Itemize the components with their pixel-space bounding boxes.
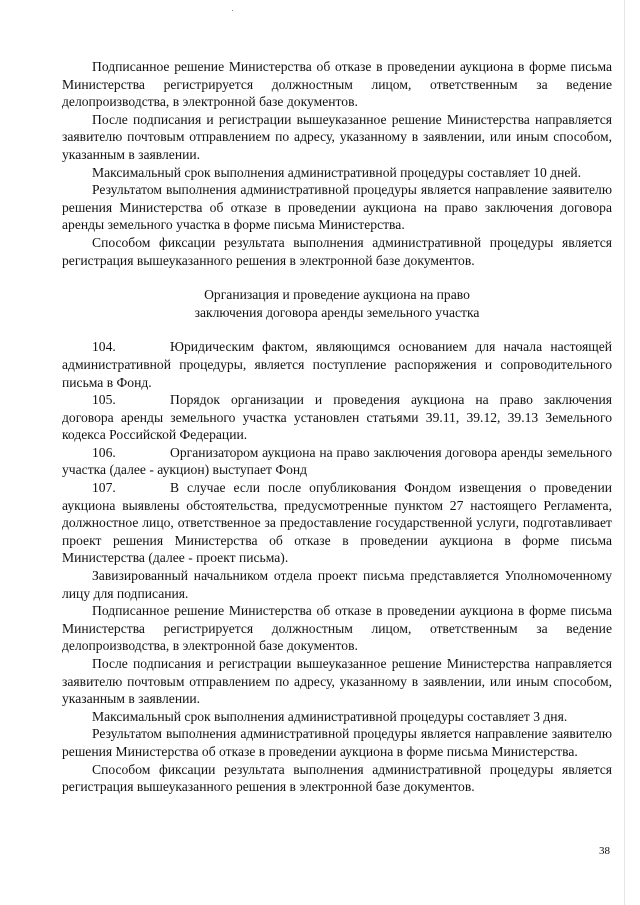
paragraph: Завизированный начальником отдела проект письма представляется Уполномоченному лицу для подписания. [62,568,612,601]
paragraph: После подписания и регистрации вышеуказанное решение Министерства направляется заявителю почтовым отправлением по адресу, указанному в заявлении, или иным способом, указанным в заявлении. [62,111,612,162]
section-title-line: заключения договора аренды земельного участка [194,304,480,320]
paragraph: Результатом выполнения административной процедуры является направление заявителю решения Министерства об отказе в проведении аукциона на право заключения договора аренды земельного участка в форме письма Министерства. [62,182,612,233]
paragraph-text: Организатором аукциона на право заключения договора аренды земельного участка (далее - аукцион) выступает Фонд [62,444,612,478]
numbered-paragraph [62,479,612,567]
scan-speck [232,10,233,11]
paragraph-text: Юридическим фактом, являющимся основанием для начала настоящей административной процедуры, является поступление распоряжения и сопроводительного письма в Фонд. [62,339,612,390]
numbered-paragraph [62,444,612,479]
section-title [62,286,612,321]
paragraph: Подписанное решение Министерства об отказе в проведении аукциона в форме письма Министерства регистрируется должностным лицом, ответственным за ведение делопроизводства, в электронной базе документов. [62,603,612,654]
paragraph: Максимальный срок выполнения административной процедуры составляет 10 дней. [92,164,582,180]
paragraph: Результатом выполнения административной процедуры является направление заявителю решения Министерства об отказе в проведении аукциона в форме письма Министерства. [62,726,612,759]
scan-edge-line [624,0,625,905]
paragraph: Способом фиксации результата выполнения административной процедуры является регистрация вышеуказанного решения в электронной базе документов. [62,761,612,795]
paragraph-number: 106. [92,444,116,460]
paragraph: Максимальный срок выполнения административной процедуры составляет 3 дня. [92,708,568,724]
document-page [62,58,612,796]
numbered-paragraph [62,391,612,444]
paragraph: Способом фиксации результата выполнения административной процедуры является регистрация вышеуказанного решения в электронной базе документов. [62,234,612,268]
paragraph-text: Порядок организации и проведения аукциона на право заключения договора аренды земельного участка установлен статьями 39.11, 39.12, 39.13 Земельного кодекса Российской Федерации. [62,392,612,443]
page-number: 38 [599,845,610,857]
paragraph-number: 105. [92,392,116,408]
numbered-paragraph [62,338,612,391]
paragraph-text: В случае если после опубликования Фондом извещения о проведении аукциона выявлены обстоятельства, предусмотренные пунктом 27 настоящего Регламента, должностное лицо, ответственное за предоставление государственной услуги, подготавливает проект решения Министерства об отказе в проведении аукциона в форме письма Министерства (далее - проект письма). [62,480,612,566]
paragraph-number: 104. [92,339,116,355]
section-title-line: Организация и проведение аукциона на право [204,287,470,303]
paragraph: После подписания и регистрации вышеуказанное решение Министерства направляется заявителю почтовым отправлением по адресу, указанному в заявлении, или иным способом, указанным в заявлении. [62,656,612,707]
paragraph-number: 107. [92,480,116,496]
paragraph: Подписанное решение Министерства об отказе в проведении аукциона в форме письма Министерства регистрируется должностным лицом, ответственным за ведение делопроизводства, в электронной базе документов. [62,59,612,110]
